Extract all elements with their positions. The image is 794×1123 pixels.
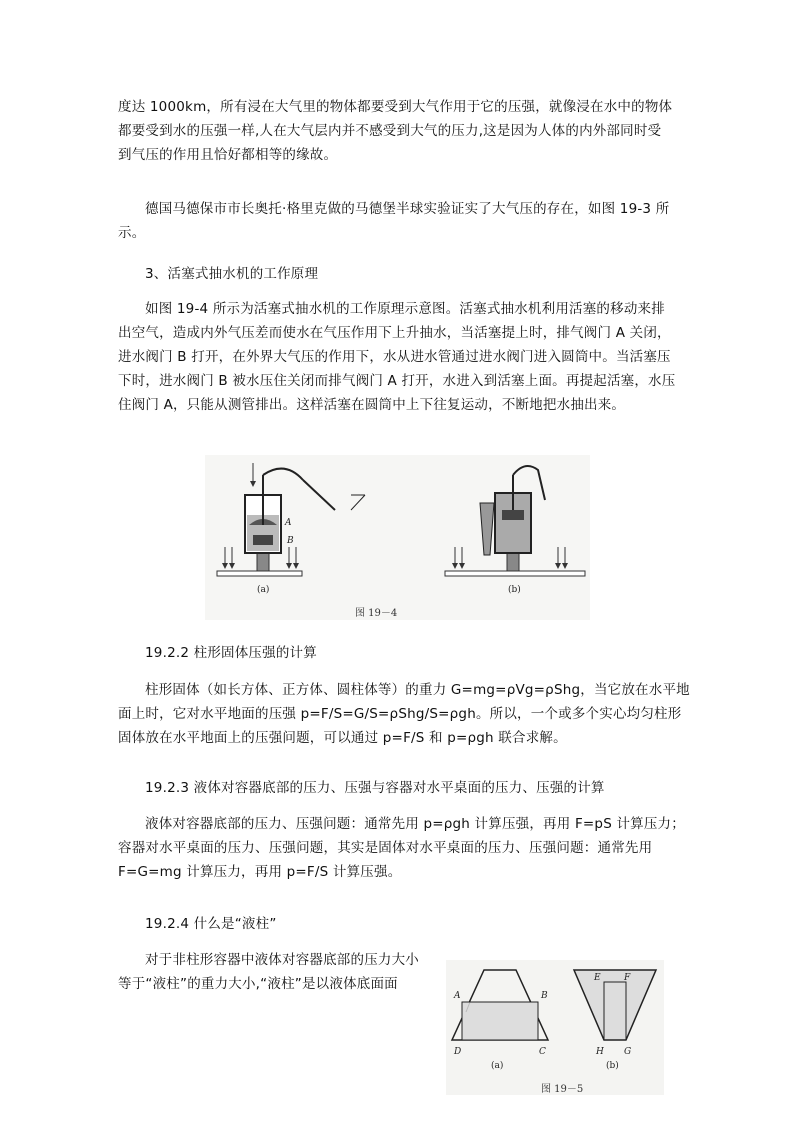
paragraph-3-line-1: 如图 19-4 所示为活塞式抽水机的工作原理示意图。活塞式抽水机利用活塞的移动来排: [145, 301, 665, 317]
figure-19-5-label-f: F: [624, 973, 631, 983]
figure-19-5-label-h: H: [596, 1047, 604, 1057]
figure-19-5-label-a: A: [454, 991, 461, 1001]
section-heading-3: 3、活塞式抽水机的工作原理: [145, 266, 319, 282]
paragraph-1-line-2: 都要受到水的压强一样,人在大气层内并不感受到大气的压力,这是因为人体的内外部同时受: [118, 123, 662, 139]
figure-19-4-sub-a: (a): [257, 585, 270, 595]
figure-19-4-b-drawing: [410, 455, 590, 620]
figure-19-4-sub-b: (b): [508, 585, 521, 595]
paragraph-2-line-2: 示。: [118, 225, 146, 241]
paragraph-4-line-3: 固体放在水平地面上的压强问题，可以通过 p=F/S 和 p=ρgh 联合求解。: [118, 730, 567, 746]
figure-19-4-drawing: [205, 455, 410, 620]
paragraph-4-line-2: 面上时，它对水平地面的压强 p=F/S=G/S=ρShg/S=ρgh。所以，一个或多个实心均匀柱形: [118, 706, 682, 722]
figure-19-5-drawing: [446, 960, 664, 1095]
paragraph-5-line-2: 容器对水平桌面的压力、压强问题，其实是固体对水平桌面的压力、压强问题：通常先用: [118, 840, 653, 856]
paragraph-1: [118, 95, 678, 167]
paragraph-1-line-3: 到气压的作用且恰好都相等的缘故。: [118, 147, 338, 163]
figure-19-5-label-c: C: [539, 1047, 546, 1057]
section-heading-19-2-4: 19.2.4 什么是“液柱”: [145, 916, 277, 932]
paragraph-3-line-2: 出空气，造成内外气压差而使水在气压作用下上升抽水，当活塞提上时，排气阀门 A 关闭，: [118, 325, 671, 341]
figure-19-4: [205, 455, 410, 620]
paragraph-3-line-3: 进水阀门 B 打开，在外界大气压的作用下，水从进水管通过进水阀门进入圆筒中。当活塞压: [118, 349, 671, 365]
figure-19-4-label-a: A: [285, 518, 292, 528]
paragraph-1-line-1: 度达 1000km，所有浸在大气里的物体都要受到大气作用于它的压强，就像浸在水中的物体: [118, 99, 673, 115]
paragraph-6-line-1: 对于非柱形容器中液体对容器底部的压力大小: [145, 952, 419, 968]
section-heading-19-2-3: 19.2.3 液体对容器底部的压力、压强与容器对水平桌面的压力、压强的计算: [145, 780, 605, 796]
paragraph-5-line-3: F=G=mg 计算压力，再用 p=F/S 计算压强。: [118, 864, 402, 880]
figure-19-4-label-b: B: [287, 536, 294, 546]
paragraph-4-line-1: 柱形固体（如长方体、正方体、圆柱体等）的重力 G=mg=ρVg=ρShg，当它放在水平地: [145, 682, 690, 698]
figure-19-5-label-e: E: [594, 973, 601, 983]
paragraph-4: [118, 678, 690, 750]
paragraph-2-line-1: 德国马德保市市长奥托·格里克做的马德堡半球实验证实了大气压的存在，如图 19-3 所: [145, 201, 670, 217]
figure-19-5-label-g: G: [624, 1047, 632, 1057]
paragraph-6-line-2: 等于“液柱”的重力大小,“液柱”是以液体底面面: [118, 976, 398, 992]
paragraph-3-line-4: 下时，进水阀门 B 被水压住关闭而排气阀门 A 打开，水进入到活塞上面。再提起活塞，水压: [118, 373, 676, 389]
paragraph-5: [118, 812, 685, 884]
figure-19-5: [446, 960, 664, 1095]
figure-19-5-sub-b: (b): [606, 1061, 619, 1071]
paragraph-3-line-5: 住阀门 A，只能从测管排出。这样活塞在圆筒中上下往复运动，不断地把水抽出来。: [118, 397, 626, 413]
figure-19-4-b: [410, 455, 590, 620]
figure-19-5-label-b: B: [541, 991, 548, 1001]
figure-19-5-caption: 图 19－5: [541, 1084, 584, 1095]
figure-19-5-sub-a: (a): [491, 1061, 504, 1071]
paragraph-6: [118, 948, 448, 996]
figure-19-5-label-d: D: [454, 1047, 462, 1057]
paragraph-5-line-1: 液体对容器底部的压力、压强问题：通常先用 p=ρgh 计算压强，再用 F=pS 计算压力；: [145, 816, 685, 832]
section-heading-19-2-2: 19.2.2 柱形固体压强的计算: [145, 645, 317, 661]
paragraph-2: [118, 197, 678, 245]
paragraph-3: [118, 297, 678, 417]
figure-19-4-caption: 图 19－4: [355, 608, 398, 619]
